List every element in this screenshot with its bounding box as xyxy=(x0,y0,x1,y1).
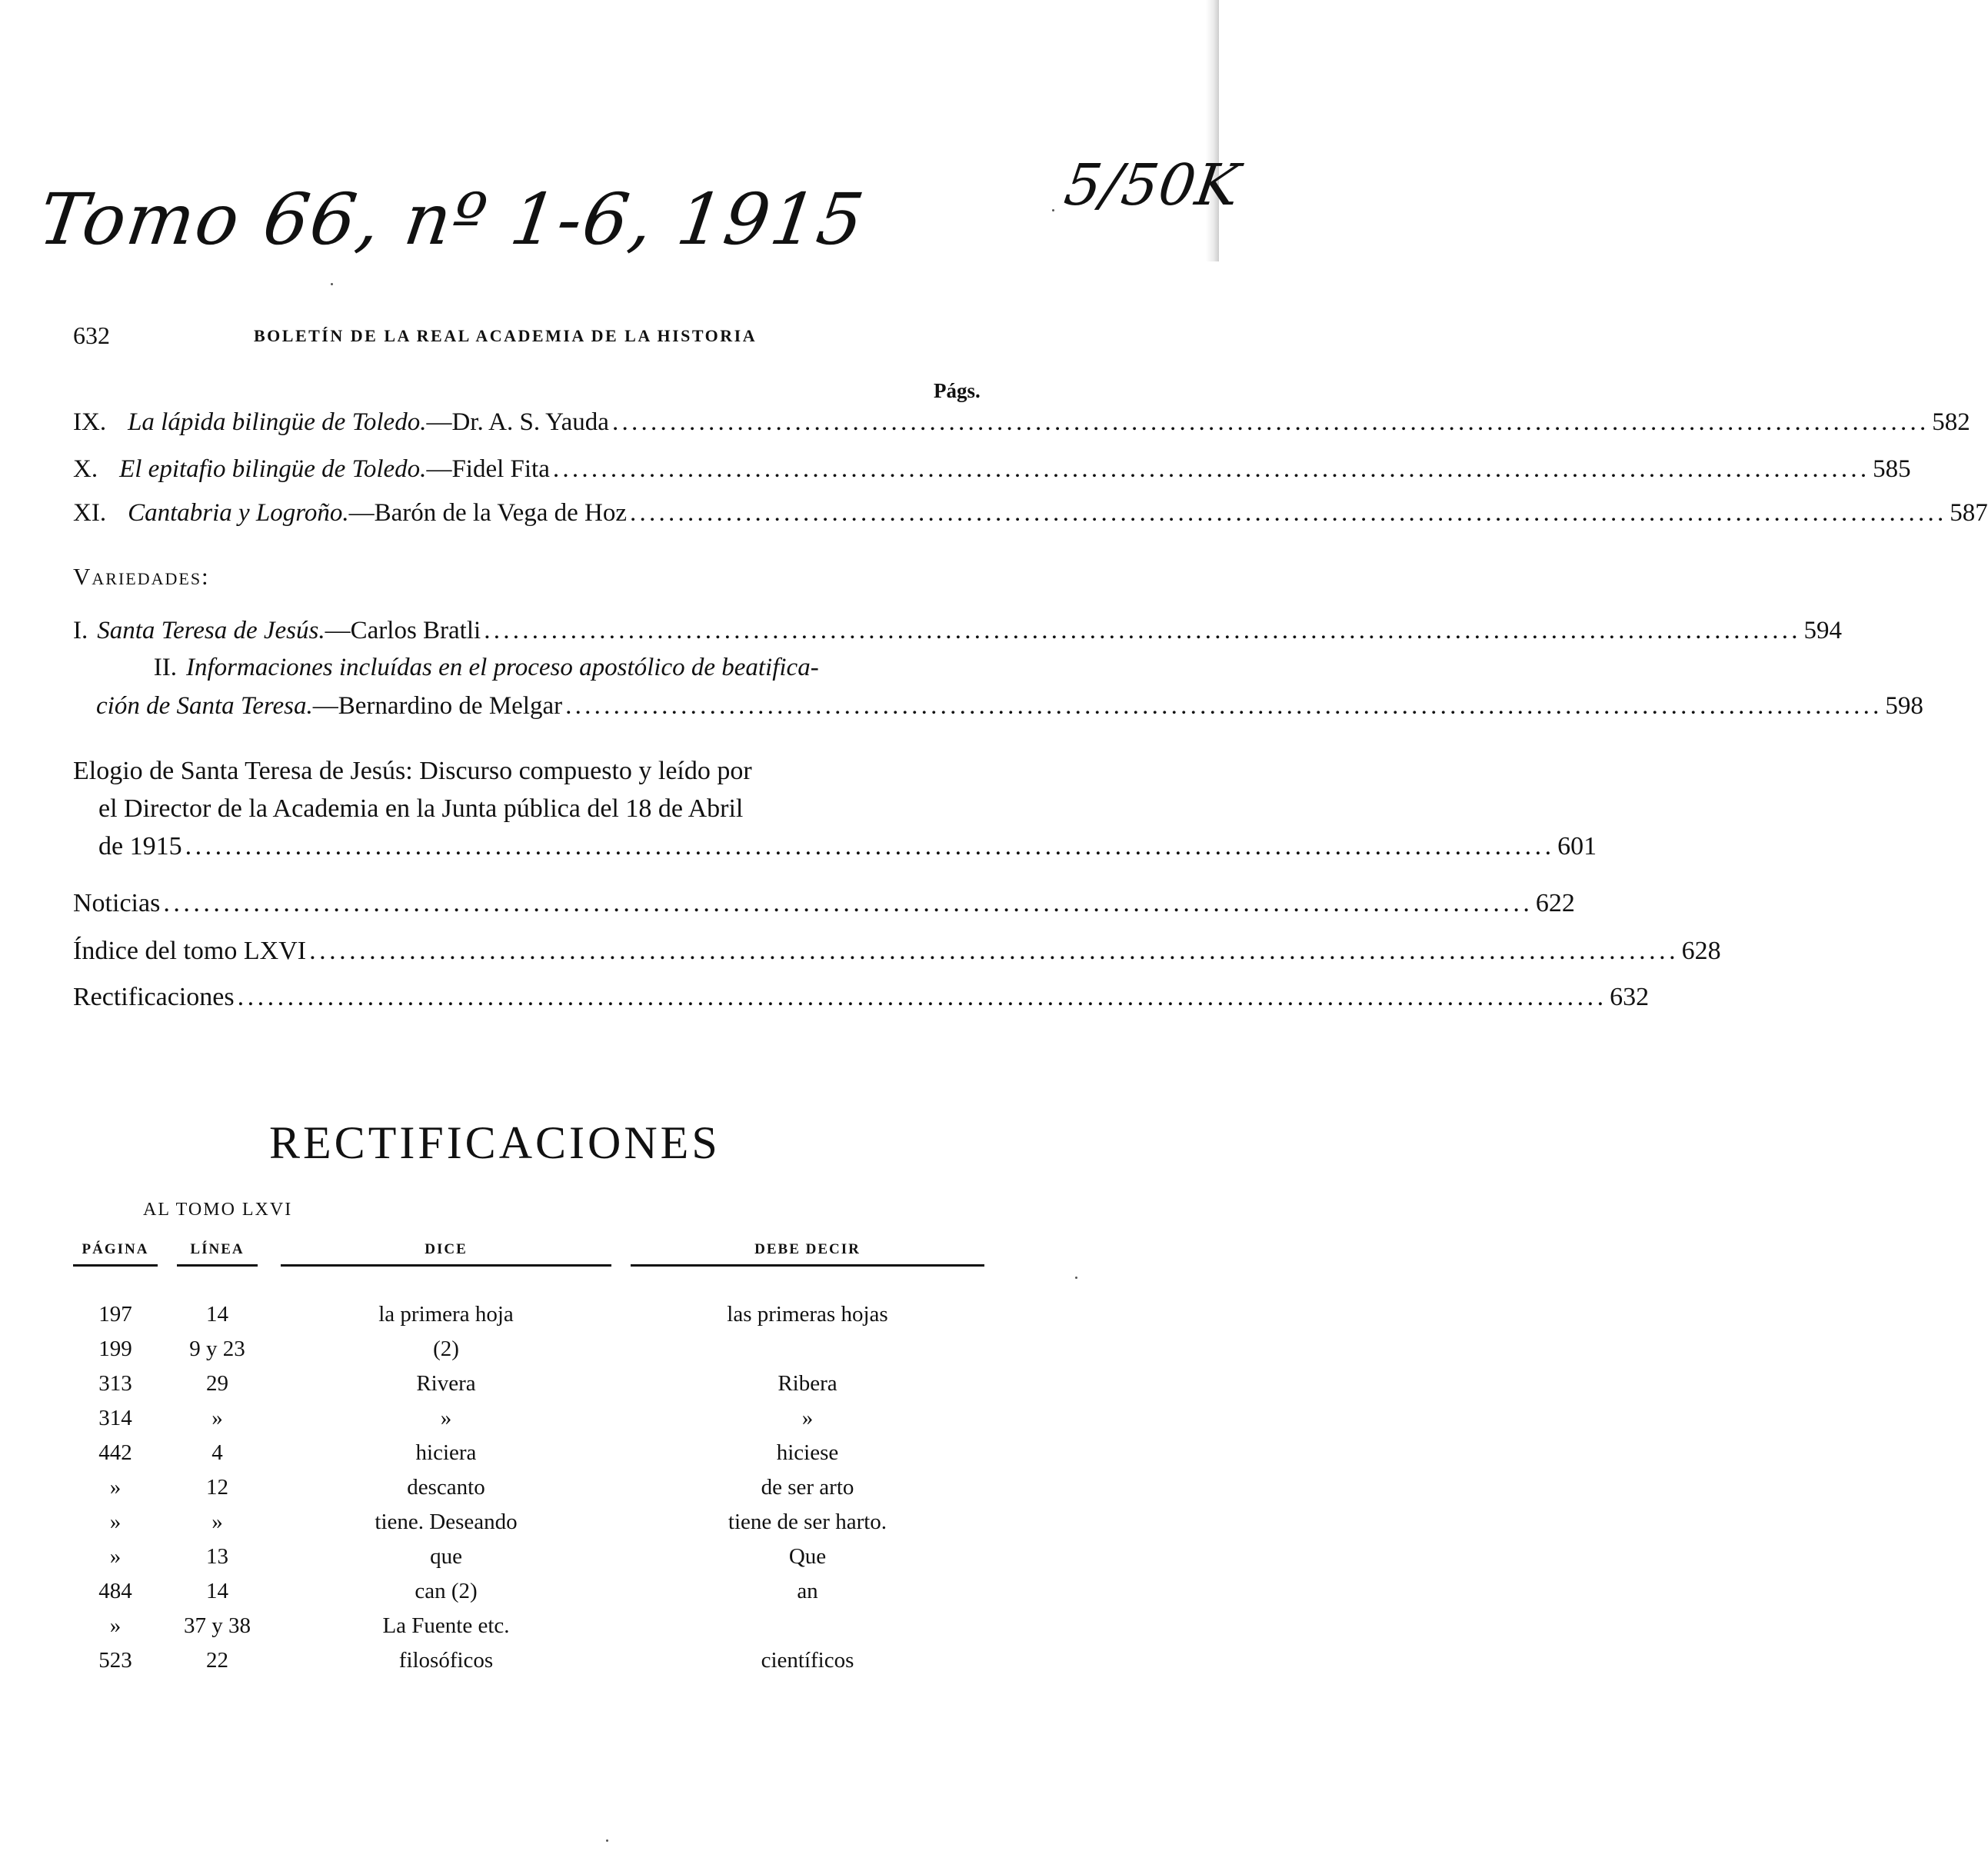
scan-speck xyxy=(1052,209,1054,211)
handwritten-shelf-mark: 5/50K xyxy=(1060,152,1244,218)
cell-debe-decir: las primeras hojas xyxy=(727,1302,888,1327)
toc-entry-title: Noticias xyxy=(73,889,161,917)
column-rule xyxy=(631,1264,984,1267)
leader-dots xyxy=(185,827,1550,865)
table-row xyxy=(0,1337,1219,1370)
cell-linea: » xyxy=(211,1406,223,1430)
toc-entry-author: —Dr. A. S. Yauda xyxy=(426,408,609,436)
toc-entry-number: IX. xyxy=(73,408,107,436)
pages-column-label: Págs. xyxy=(934,379,981,402)
table-row xyxy=(0,1648,1219,1682)
toc-entry-title: Santa Teresa de Jesús. xyxy=(97,617,325,644)
column-rule xyxy=(281,1264,611,1267)
cell-dice: » xyxy=(440,1406,452,1430)
table-row xyxy=(0,1440,1219,1474)
column-header-label: PÁGINA xyxy=(82,1241,149,1257)
table-row xyxy=(0,1302,1219,1336)
cell-pagina: 484 xyxy=(98,1579,132,1603)
elogio-line: Elogio de Santa Teresa de Jesús: Discurso compuesto y leído por xyxy=(73,757,752,785)
toc-entry-title: El epitafio bilingüe de Toledo. xyxy=(119,455,427,483)
toc-entry xyxy=(73,932,1721,970)
column-header-linea xyxy=(177,1241,258,1272)
cell-pagina: 523 xyxy=(98,1648,132,1673)
cell-linea: 29 xyxy=(206,1371,228,1396)
toc-entry-page: 585 xyxy=(1873,455,1911,483)
toc-entry-page: 622 xyxy=(1535,889,1575,917)
cell-linea: 14 xyxy=(206,1302,228,1327)
toc-entry-author: —Barón de la Vega de Hoz xyxy=(348,499,627,527)
leader-dots xyxy=(238,978,1603,1017)
cell-linea: » xyxy=(211,1510,223,1534)
table-row xyxy=(0,1406,1219,1440)
toc-entry xyxy=(73,884,1575,923)
cell-debe-decir: Ribera xyxy=(778,1371,837,1396)
toc-entry xyxy=(73,978,1650,1017)
cell-dice: can (2) xyxy=(415,1579,478,1603)
cell-debe-decir: tiene de ser harto. xyxy=(728,1510,887,1534)
table-row xyxy=(0,1371,1219,1405)
cell-debe-decir: científicos xyxy=(761,1648,854,1673)
toc-entry xyxy=(73,611,1842,650)
cell-pagina: 313 xyxy=(98,1371,132,1396)
leader-dots xyxy=(612,403,1924,441)
toc-entry-page: 598 xyxy=(1885,692,1923,720)
cell-pagina: » xyxy=(109,1510,122,1534)
leader-dots xyxy=(553,450,1865,488)
toc-entry-number: II. xyxy=(153,654,177,681)
cell-debe-decir: an xyxy=(797,1579,818,1603)
column-header-label: DICE xyxy=(425,1241,468,1257)
column-header-debe-decir xyxy=(631,1241,984,1272)
cell-debe-decir: de ser arto xyxy=(761,1475,854,1500)
cell-dice: tiene. Deseando xyxy=(375,1510,518,1534)
toc-entry-number: X. xyxy=(73,455,98,483)
cell-dice: que xyxy=(430,1544,462,1569)
toc-entry-author: —Bernardino de Melgar xyxy=(312,692,563,720)
cell-debe-decir: Que xyxy=(788,1544,827,1569)
elogio-entry xyxy=(73,752,1597,865)
table-row xyxy=(0,1613,1219,1647)
toc-entry xyxy=(73,403,1970,441)
cell-pagina: 442 xyxy=(98,1440,132,1465)
column-rule xyxy=(73,1264,158,1267)
handwritten-volume-note: Tomo 66, nº 1-6, 1915 xyxy=(34,178,871,261)
toc-entry-title: Cantabria y Logroño. xyxy=(128,499,349,527)
column-header-pagina xyxy=(73,1241,158,1272)
scan-speck xyxy=(1075,1277,1077,1279)
cell-linea: 4 xyxy=(211,1440,223,1465)
cell-linea: 37 y 38 xyxy=(184,1613,251,1638)
toc-entry-title: Rectificaciones xyxy=(73,983,235,1011)
elogio-line: el Director de la Academia en la Junta pública del 18 de Abril xyxy=(98,794,744,823)
toc-entry-title: Informaciones incluídas en el proceso apostólico de beatifica- xyxy=(186,654,819,681)
leader-dots xyxy=(484,611,1796,650)
cell-pagina: 314 xyxy=(98,1406,132,1430)
toc-entry-title: Índice del tomo LXVI xyxy=(73,937,307,965)
cell-linea: 22 xyxy=(206,1648,228,1673)
cell-pagina: » xyxy=(109,1544,122,1569)
toc-entry-page: 601 xyxy=(1557,832,1597,861)
toc-entry-title: La lápida bilingüe de Toledo. xyxy=(128,408,427,436)
toc-entry-page: 594 xyxy=(1803,617,1842,644)
toc-entry-number: XI. xyxy=(73,499,107,527)
table-row xyxy=(0,1475,1219,1509)
cell-debe-decir: » xyxy=(801,1406,814,1430)
cell-pagina: » xyxy=(109,1613,122,1638)
cell-linea: 9 y 23 xyxy=(189,1337,245,1361)
leader-dots xyxy=(309,932,1674,970)
table-row xyxy=(0,1579,1219,1613)
page-number: 632 xyxy=(73,321,110,349)
leader-dots xyxy=(565,687,1877,725)
column-rule xyxy=(177,1264,258,1267)
cell-dice: la primera hoja xyxy=(378,1302,514,1327)
toc-entry-author: —Fidel Fita xyxy=(426,455,550,483)
toc-entry xyxy=(73,494,1988,532)
elogio-line: de 1915 xyxy=(98,832,182,861)
table-row xyxy=(0,1510,1219,1543)
cell-dice: (2) xyxy=(433,1337,459,1361)
running-head xyxy=(73,321,984,352)
toc-entry-page: 632 xyxy=(1610,983,1650,1011)
cell-dice: hiciera xyxy=(415,1440,477,1465)
cell-pagina: 197 xyxy=(98,1302,132,1327)
section-subtitle: AL TOMO LXVI xyxy=(143,1200,293,1220)
cell-linea: 12 xyxy=(206,1475,228,1500)
toc-entry-continuation xyxy=(73,687,1923,725)
cell-linea: 14 xyxy=(206,1579,228,1603)
toc-entry-number: I. xyxy=(73,617,88,644)
cell-dice: descanto xyxy=(407,1475,485,1500)
toc-entry-page: 587 xyxy=(1950,499,1988,527)
toc-entry-page: 582 xyxy=(1932,408,1970,436)
column-header-label: DEBE DECIR xyxy=(754,1241,861,1257)
section-heading-variedades: Variedades: xyxy=(73,563,210,590)
running-title: BOLETÍN DE LA REAL ACADEMIA DE LA HISTORIA xyxy=(254,326,758,345)
cell-pagina: » xyxy=(109,1475,122,1500)
leader-dots xyxy=(630,494,1942,532)
toc-entry-title-continued: ción de Santa Teresa. xyxy=(96,692,313,720)
cell-pagina: 199 xyxy=(98,1337,132,1361)
toc-entry-author: —Carlos Bratli xyxy=(325,617,481,644)
column-header-label: LÍNEA xyxy=(190,1241,245,1257)
cell-dice: filosóficos xyxy=(398,1648,494,1673)
toc-entry-page: 628 xyxy=(1681,937,1721,965)
cell-dice: Rivera xyxy=(416,1371,476,1396)
cell-dice: La Fuente etc. xyxy=(382,1613,510,1638)
scan-edge-shadow xyxy=(1206,0,1219,261)
cell-debe-decir: hiciese xyxy=(776,1440,839,1465)
column-header-dice xyxy=(281,1241,611,1272)
toc-entry-line xyxy=(73,648,984,687)
scan-speck xyxy=(606,1839,608,1842)
table-row xyxy=(0,1544,1219,1578)
cell-linea: 13 xyxy=(206,1544,228,1569)
section-title-rectificaciones: RECTIFICACIONES xyxy=(269,1117,721,1168)
leader-dots xyxy=(163,884,1528,923)
scan-speck xyxy=(331,283,333,285)
toc-entry xyxy=(73,450,1911,488)
